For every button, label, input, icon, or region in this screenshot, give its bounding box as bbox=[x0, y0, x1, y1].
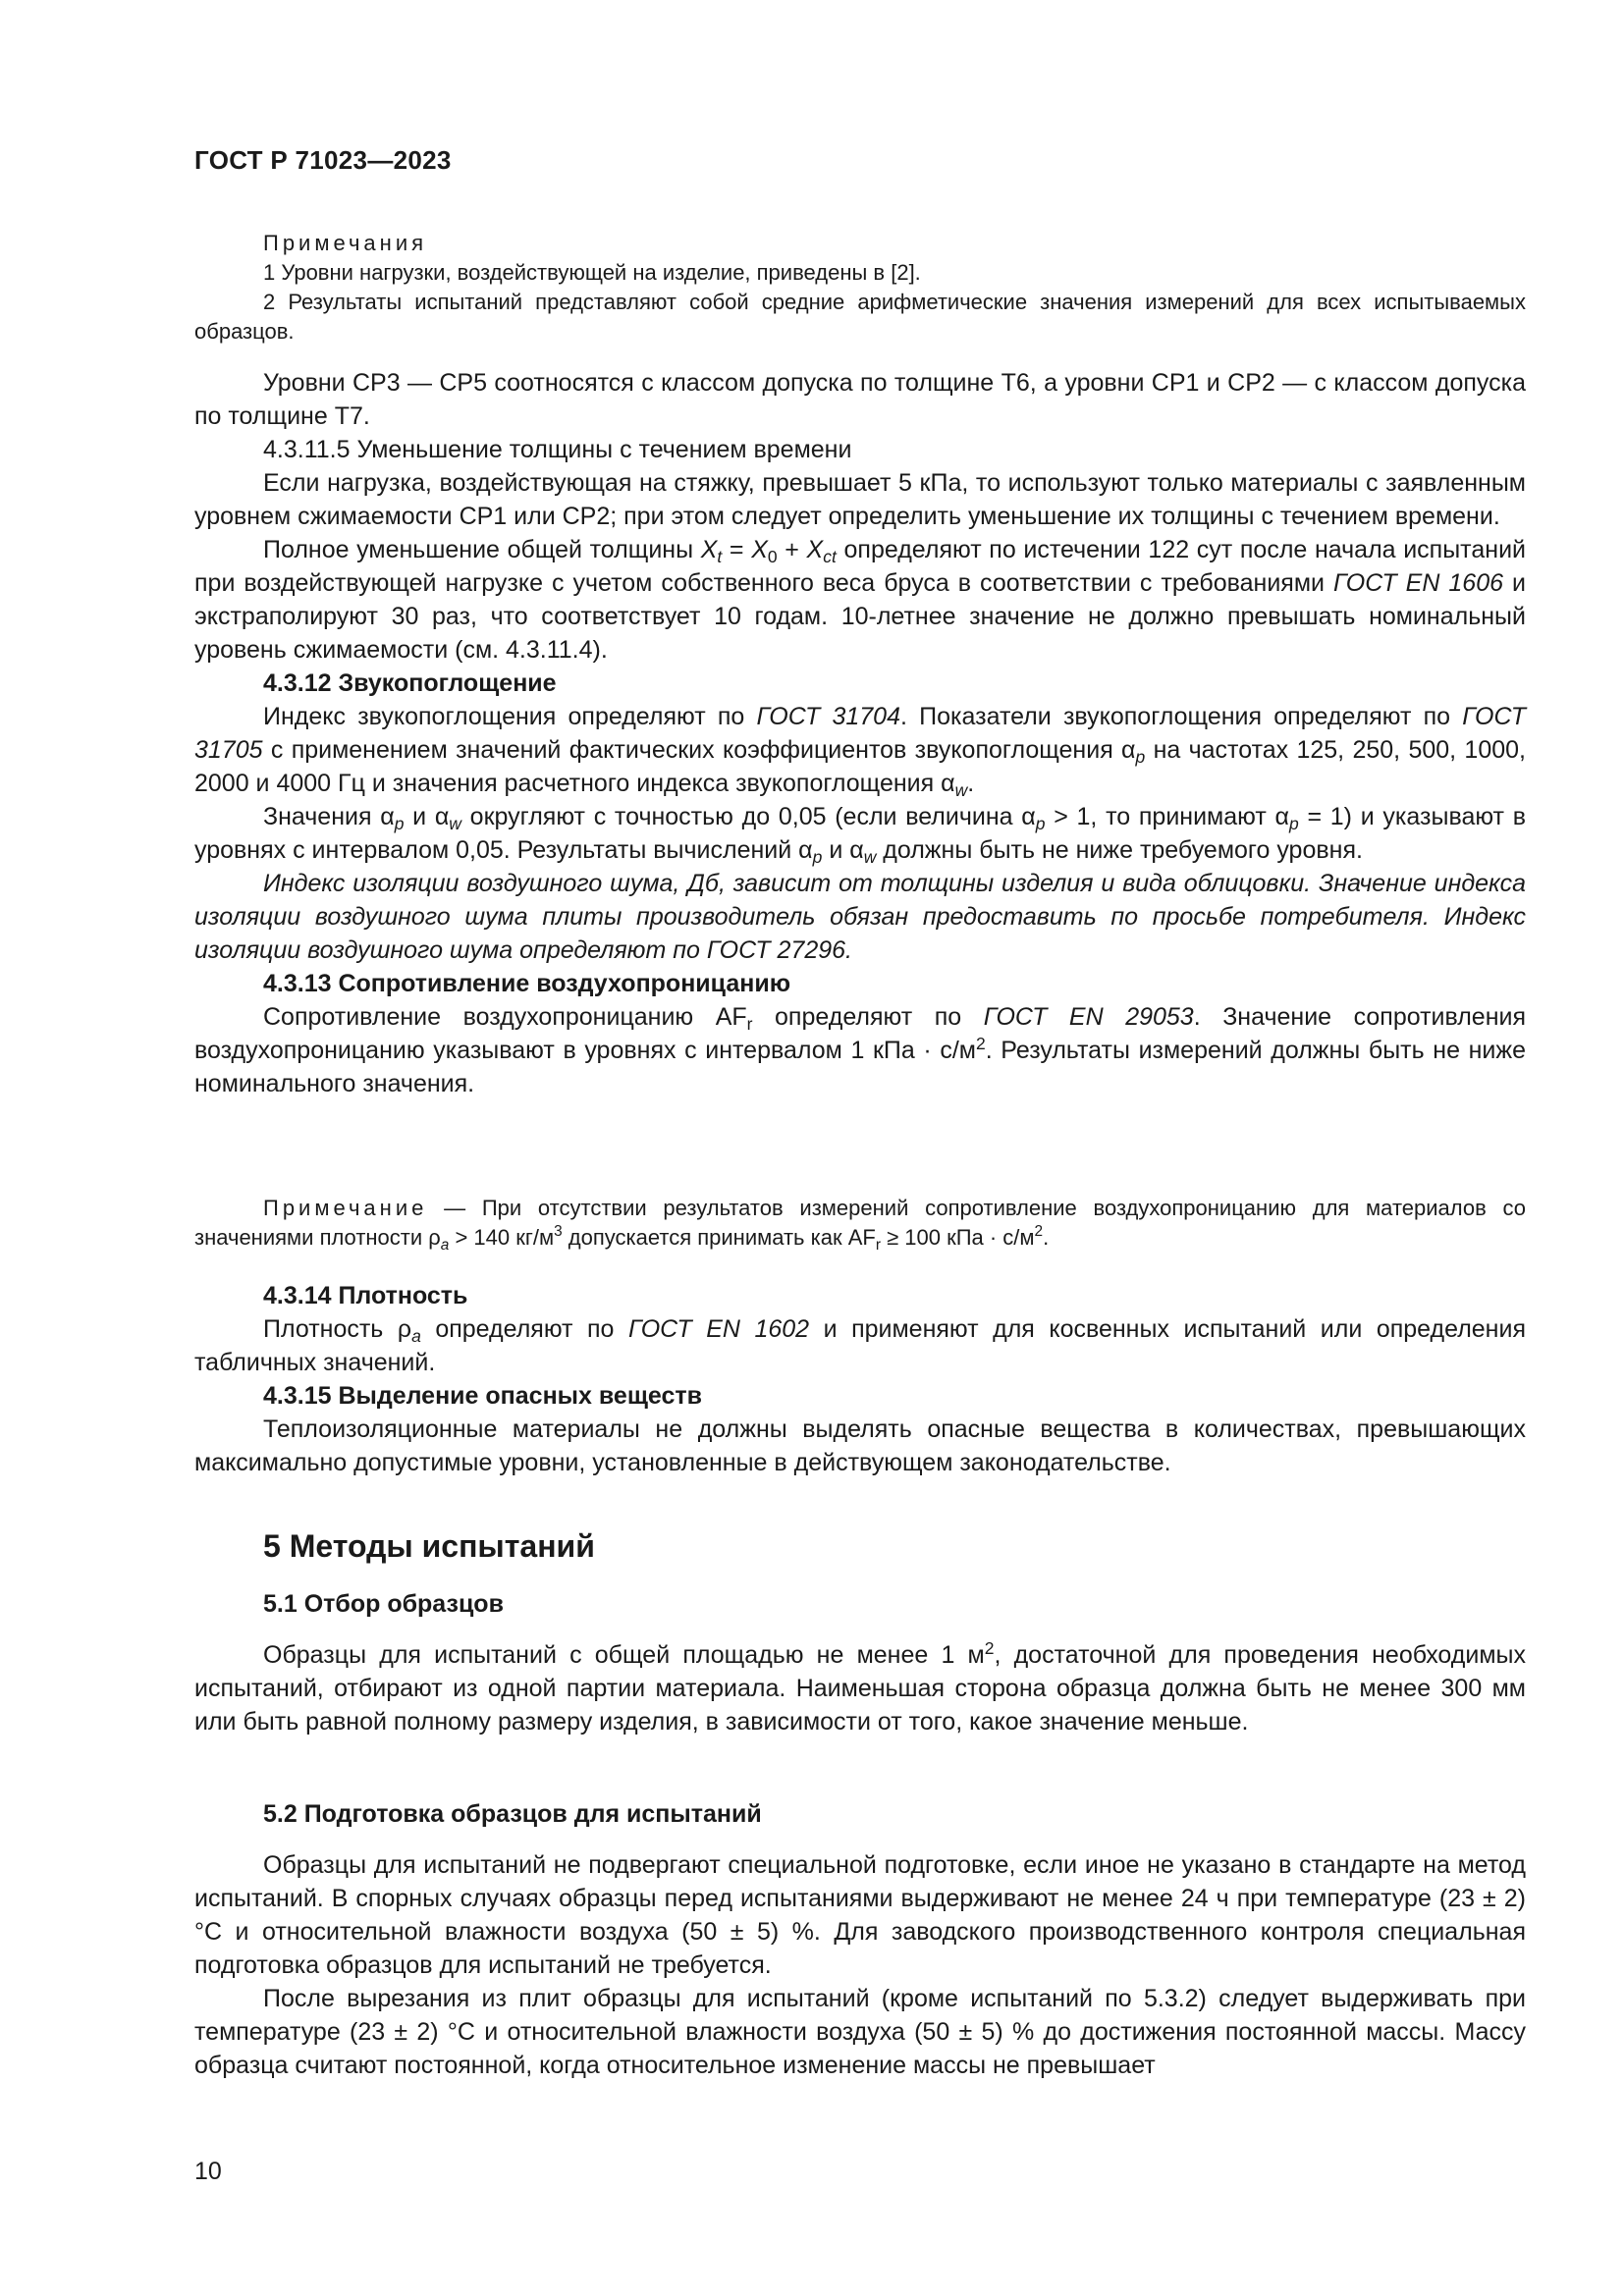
heading-5-1: 5.1 Отбор образцов bbox=[263, 1590, 504, 1618]
document-header: ГОСТ Р 71023—2023 bbox=[194, 145, 452, 175]
notes-title: Примечания bbox=[263, 231, 428, 255]
ref-gost-en-1602: ГОСТ EN 1602 bbox=[627, 1315, 810, 1343]
paragraph-5-2-b: После вырезания из плит образцы для испытаний (кроме испытаний по 5.3.2) следует выдерживать при температуре (23 ± 2) °C и относительной влажности воздуха (50 ± 5) % до достижения постоянной массы. Массу образца считают постоянной, когда относительное изменение массы не превышает bbox=[194, 1985, 1526, 2079]
paragraph-density: Плотность $\rho_a$ определяют по ГОСТ EN 1602 и применяют для косвенных испытаний или определения табличных значений. bbox=[194, 1315, 1526, 1376]
paragraph-levels: Уровни CP3 — CP5 соотносятся с классом допуска по толщине T6, а уровни CP1 и CP2 — с классом допуска по толщине T7. bbox=[194, 369, 1526, 430]
ref-gost-en-29053: ГОСТ EN 29053 bbox=[983, 1003, 1194, 1031]
paragraph-sound-1: Индекс звукопоглощения определяют по ГОСТ 31704. Показатели звукопоглощения определяют по ГОСТ 31705 с применением значений фактических коэффициентов звукопоглощения $\alpha_p$ на частотах 125, 250, 500, 1000, 2000 и 4000 Гц и значения расчетного индекса звукопоглощения $\alpha_w$. bbox=[194, 703, 1526, 800]
clause-4-3-11-5: 4.3.11.5 Уменьшение толщины с течением времени bbox=[263, 436, 852, 463]
heading-5-2: 5.2 Подготовка образцов для испытаний bbox=[263, 1800, 762, 1828]
section-4-3-14-block bbox=[194, 1279, 1526, 1479]
heading-4-3-12: 4.3.12 Звукопоглощение bbox=[263, 669, 557, 697]
note-1: 1 Уровни нагрузки, воздействующей на изделие, приведены в [2]. bbox=[263, 260, 921, 285]
paragraph-hazard: Теплоизоляционные материалы не должны выделять опасные вещества в количествах, превышающих максимально допустимые уровни, установленные в действующем законодательстве. bbox=[194, 1415, 1526, 1476]
heading-4-3-13: 4.3.13 Сопротивление воздухопроницанию bbox=[263, 970, 791, 997]
section-5-2-block bbox=[194, 1848, 1526, 2082]
notes-block bbox=[194, 229, 1526, 347]
ref-gost-31704: ГОСТ 31704 bbox=[756, 703, 900, 730]
paragraph-sound-3: Индекс изоляции воздушного шума, Дб, зависит от толщины изделия и вида облицовки. Значение индекса изоляции воздушного шума плиты производитель обязан предоставить по просьбе потребителя. Индекс изоляции воздушного шума определяют по ГОСТ 27296. bbox=[194, 870, 1526, 964]
ref-gost-en-1606: ГОСТ EN 1606 bbox=[1332, 569, 1504, 597]
page-number: 10 bbox=[194, 2158, 222, 2185]
section-5-1-block bbox=[194, 1638, 1526, 1738]
section-4-3-block bbox=[194, 366, 1526, 1100]
paragraph-5-2-a: Образцы для испытаний не подвергают специальной подготовке, если иное не указано в стандарте на метод испытаний. В спорных случаях образцы перед испытаниями выдерживают не менее 24 ч при температуре (23 ± 2) °C и относительной влажности воздуха (50 ± 5) %. Для заводского производственного контроля специальная подготовка образцов для испытаний не требуется. bbox=[194, 1851, 1526, 1979]
ref-gost-31705: ГОСТ 31705 bbox=[194, 703, 1526, 764]
paragraph-load: Если нагрузка, воздействующая на стяжку, превышает 5 кПа, то используют только материалы с заявленным уровнем сжимаемости CP1 или CP2; при этом следует определить уменьшение их толщины с течением времени. bbox=[194, 469, 1526, 530]
heading-4-3-14: 4.3.14 Плотность bbox=[263, 1282, 468, 1309]
paragraph-total-reduction: Полное уменьшение общей толщины $X_t = X_0 + X_{ct}$ определяют по истечении 122 сут после начала испытаний при воздействующей нагрузке с учетом собственного веса бруса в соответствии с требованиями ГОСТ EN 1606 и экстраполируют 30 раз, что соответствует 10 годам. 10-летнее значение не должно превышать номинальный уровень сжимаемости (см. 4.3.11.4). bbox=[194, 536, 1526, 664]
note-air-block bbox=[194, 1194, 1526, 1253]
note-2: 2 Результаты испытаний представляют собой средние арифметические значения измерений для всех испытываемых образцов. bbox=[194, 290, 1526, 344]
heading-4-3-15: 4.3.15 Выделение опасных веществ bbox=[263, 1382, 703, 1410]
heading-5: 5 Методы испытаний bbox=[263, 1528, 595, 1564]
paragraph-sound-2: Значения $\alpha_p$ и $\alpha_w$ округляют с точностью до 0,05 (если величина $\alpha_p > 1$, то принимают $\alpha_p = 1$) и указывают в уровнях с интервалом 0,05. Результаты вычислений $\alpha_p$ и $\alpha_w$ должны быть не ниже требуемого уровня. bbox=[194, 803, 1527, 867]
paragraph-air: Сопротивление воздухопроницанию $AF_r$ определяют по ГОСТ EN 29053. Значение сопротивления воздухопроницанию указывают в уровнях с интервалом 1 кПа · $с/м^2$. Результаты измерений должны быть не ниже номинального значения. bbox=[194, 1003, 1526, 1097]
paragraph-5-1: Образцы для испытаний с общей площадью не менее 1 $м^2$, достаточной для проведения необходимых испытаний, отбирают из одной партии материала. Наименьшая сторона образца должна быть не менее 300 мм или быть равной полному размеру изделия, в зависимости от того, какое значение меньше. bbox=[194, 1638, 1526, 1735]
note-air: Примечание — При отсутствии результатов измерений сопротивление воздухопроницанию для материалов со значениями плотности $\rho_a > 140$ $кг/м^3$ допускается принимать как $AF_r \ge 100$ кПа · $с/м^2$. bbox=[194, 1196, 1526, 1254]
